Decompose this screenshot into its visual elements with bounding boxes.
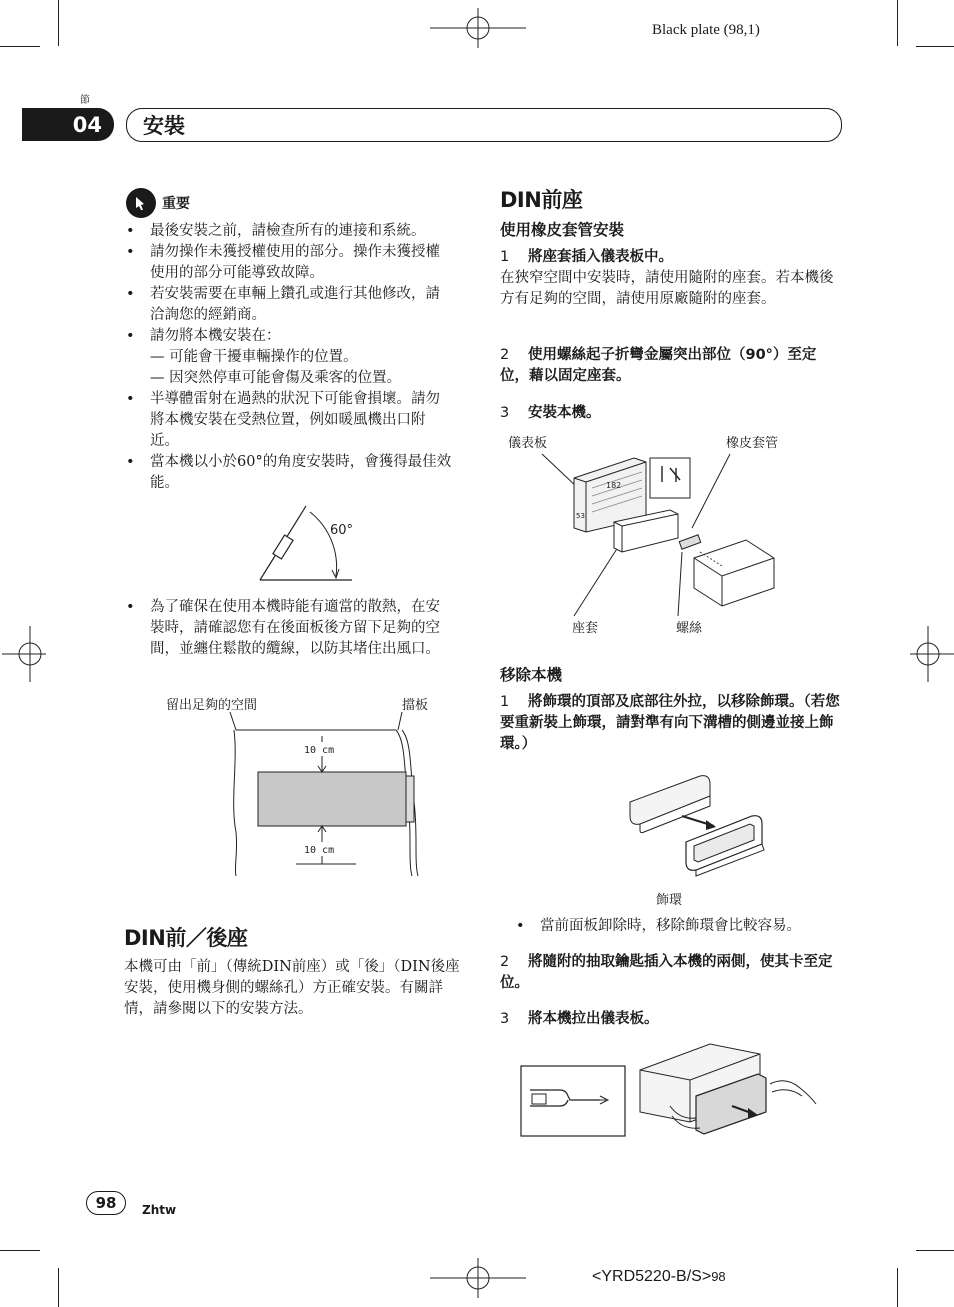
page-number: 98	[86, 1191, 126, 1215]
dim-182: 182	[606, 481, 622, 490]
unit-removal-diagram	[520, 1040, 830, 1140]
important-bullet: • 若安裝需要在車輛上鑽孔或進行其他修改，請洽詢您的經銷商。	[126, 284, 454, 326]
trim-ring-diagram	[622, 772, 772, 884]
crop-mark	[916, 46, 954, 47]
din-front-rear-heading: DIN前／後座	[124, 926, 248, 950]
removal-step-1	[500, 692, 844, 755]
removal-step-3	[500, 1009, 844, 1030]
registration-mark-top	[430, 8, 526, 48]
din-front-rear-paragraph: 本機可由「前」（傳統DIN前座）或「後」（DIN後座安裝，使用機身側的螺絲孔）方正確安裝。有關詳情，請參閱以下的安裝方法。	[124, 959, 460, 1017]
heat-bullet: • 為了確保在使用本機時能有適當的散熱，在安裝時，請確認您有在後面板後方留下足夠的空間，並纏住鬆散的纜線，以防其堵住出風口。	[126, 597, 454, 660]
clearance-diagram	[226, 712, 444, 876]
important-bullet: • 半導體雷射在過熱的狀況下可能會損壞。請勿將本機安裝在受熱位置，例如暖風機出口附近。	[126, 389, 454, 452]
step-number: 1	[500, 249, 510, 265]
removal-bullet-block	[516, 916, 846, 937]
bottom-gap-label: 10 cm	[304, 845, 335, 856]
section-number: 04	[22, 108, 114, 141]
step-text: 將座套插入儀表板中。	[528, 249, 673, 265]
important-bullet: • 請勿操作未獲授權使用的部分。操作未獲授權使用的部分可能導致故障。	[126, 242, 454, 284]
space-label: 留出足夠的空間	[166, 698, 258, 713]
sub-item: — 可能會干擾車輛操作的位置。	[150, 349, 358, 365]
section-label: 節	[80, 95, 90, 106]
crop-mark	[897, 1268, 898, 1307]
step-number: 1	[500, 694, 510, 710]
sub-item: — 因突然停車可能會傷及乘客的位置。	[150, 370, 402, 386]
dashboard-label: 儀表板	[508, 436, 548, 451]
crop-mark	[58, 1268, 59, 1307]
crop-mark	[58, 0, 59, 46]
language-code: Zhtw	[142, 1203, 177, 1217]
hand-icon	[126, 188, 156, 218]
heat-bullet-block	[126, 597, 454, 660]
step-text: 安裝本機。	[528, 405, 601, 421]
plate-label: Black plate (98,1)	[652, 22, 760, 38]
registration-mark-left	[2, 626, 46, 682]
crop-mark	[897, 0, 898, 46]
step-number: 3	[500, 405, 510, 421]
screw-label: 螺絲	[676, 621, 703, 636]
sleeve-label: 座套	[572, 621, 599, 636]
step-text: 使用螺絲起子折彎金屬突出部位（90°）至定位，藉以固定座套。	[500, 347, 817, 384]
angle-label: 60°	[330, 523, 354, 538]
step-number: 3	[500, 1011, 510, 1027]
important-header	[126, 188, 190, 218]
removal-step-2	[500, 952, 844, 994]
important-bullet-with-subitems	[126, 326, 454, 389]
trim-ring-label: 飾環	[656, 893, 683, 908]
rubber-bush-label: 橡皮套管	[726, 436, 779, 451]
step-text: 將飾環的頂部及底部往外拉，以移除飾環。（若您要重新裝上飾環，請對準有向下溝槽的側邊並接上飾環。）	[500, 694, 840, 752]
rubber-bush-subheading: 使用橡皮套管安裝	[500, 221, 625, 239]
top-gap-label: 10 cm	[304, 745, 335, 756]
document-code-text: <YRD5220-B/S>	[592, 1268, 712, 1285]
din-front-heading: DIN前座	[500, 188, 583, 212]
removal-bullet: • 當前面板卸除時，移除飾環會比較容易。	[516, 916, 846, 937]
important-list-block	[126, 221, 454, 494]
registration-mark-bottom	[430, 1258, 526, 1298]
important-bullet: • 最後安裝之前，請檢查所有的連接和系統。	[126, 221, 454, 242]
important-bullet: • 當本機以小於60°的角度安裝時，會獲得最佳效能。	[126, 452, 454, 494]
important-bullet: 請勿將本機安裝在：	[150, 328, 281, 344]
installation-diagram	[530, 448, 790, 618]
document-code-page: 98	[711, 1269, 726, 1284]
crop-mark	[0, 1250, 40, 1251]
crop-mark	[0, 46, 40, 47]
document-code	[592, 1268, 726, 1286]
crop-mark	[916, 1250, 954, 1251]
baffle-label: 擋板	[402, 698, 429, 713]
section-title: 安裝	[143, 114, 185, 138]
din-step-1-body: 在狹窄空間中安裝時，請使用隨附的座套。若本機後方有足夠的空間，請使用原廠隨附的座套。	[500, 270, 834, 307]
important-title: 重要	[162, 196, 190, 212]
angle-diagram	[250, 500, 370, 586]
step-text: 將隨附的抽取鑰匙插入本機的兩側，使其卡至定位。	[500, 954, 833, 991]
registration-mark-right	[910, 626, 954, 682]
step-number: 2	[500, 347, 510, 363]
removal-heading: 移除本機	[500, 666, 563, 684]
step-text: 將本機拉出儀表板。	[528, 1011, 659, 1027]
section-title-bar	[126, 108, 842, 142]
din-step-2	[500, 345, 842, 387]
din-step-1	[500, 247, 840, 268]
din-step-3	[500, 403, 840, 424]
step-number: 2	[500, 954, 510, 970]
dim-53: 53	[576, 512, 585, 520]
